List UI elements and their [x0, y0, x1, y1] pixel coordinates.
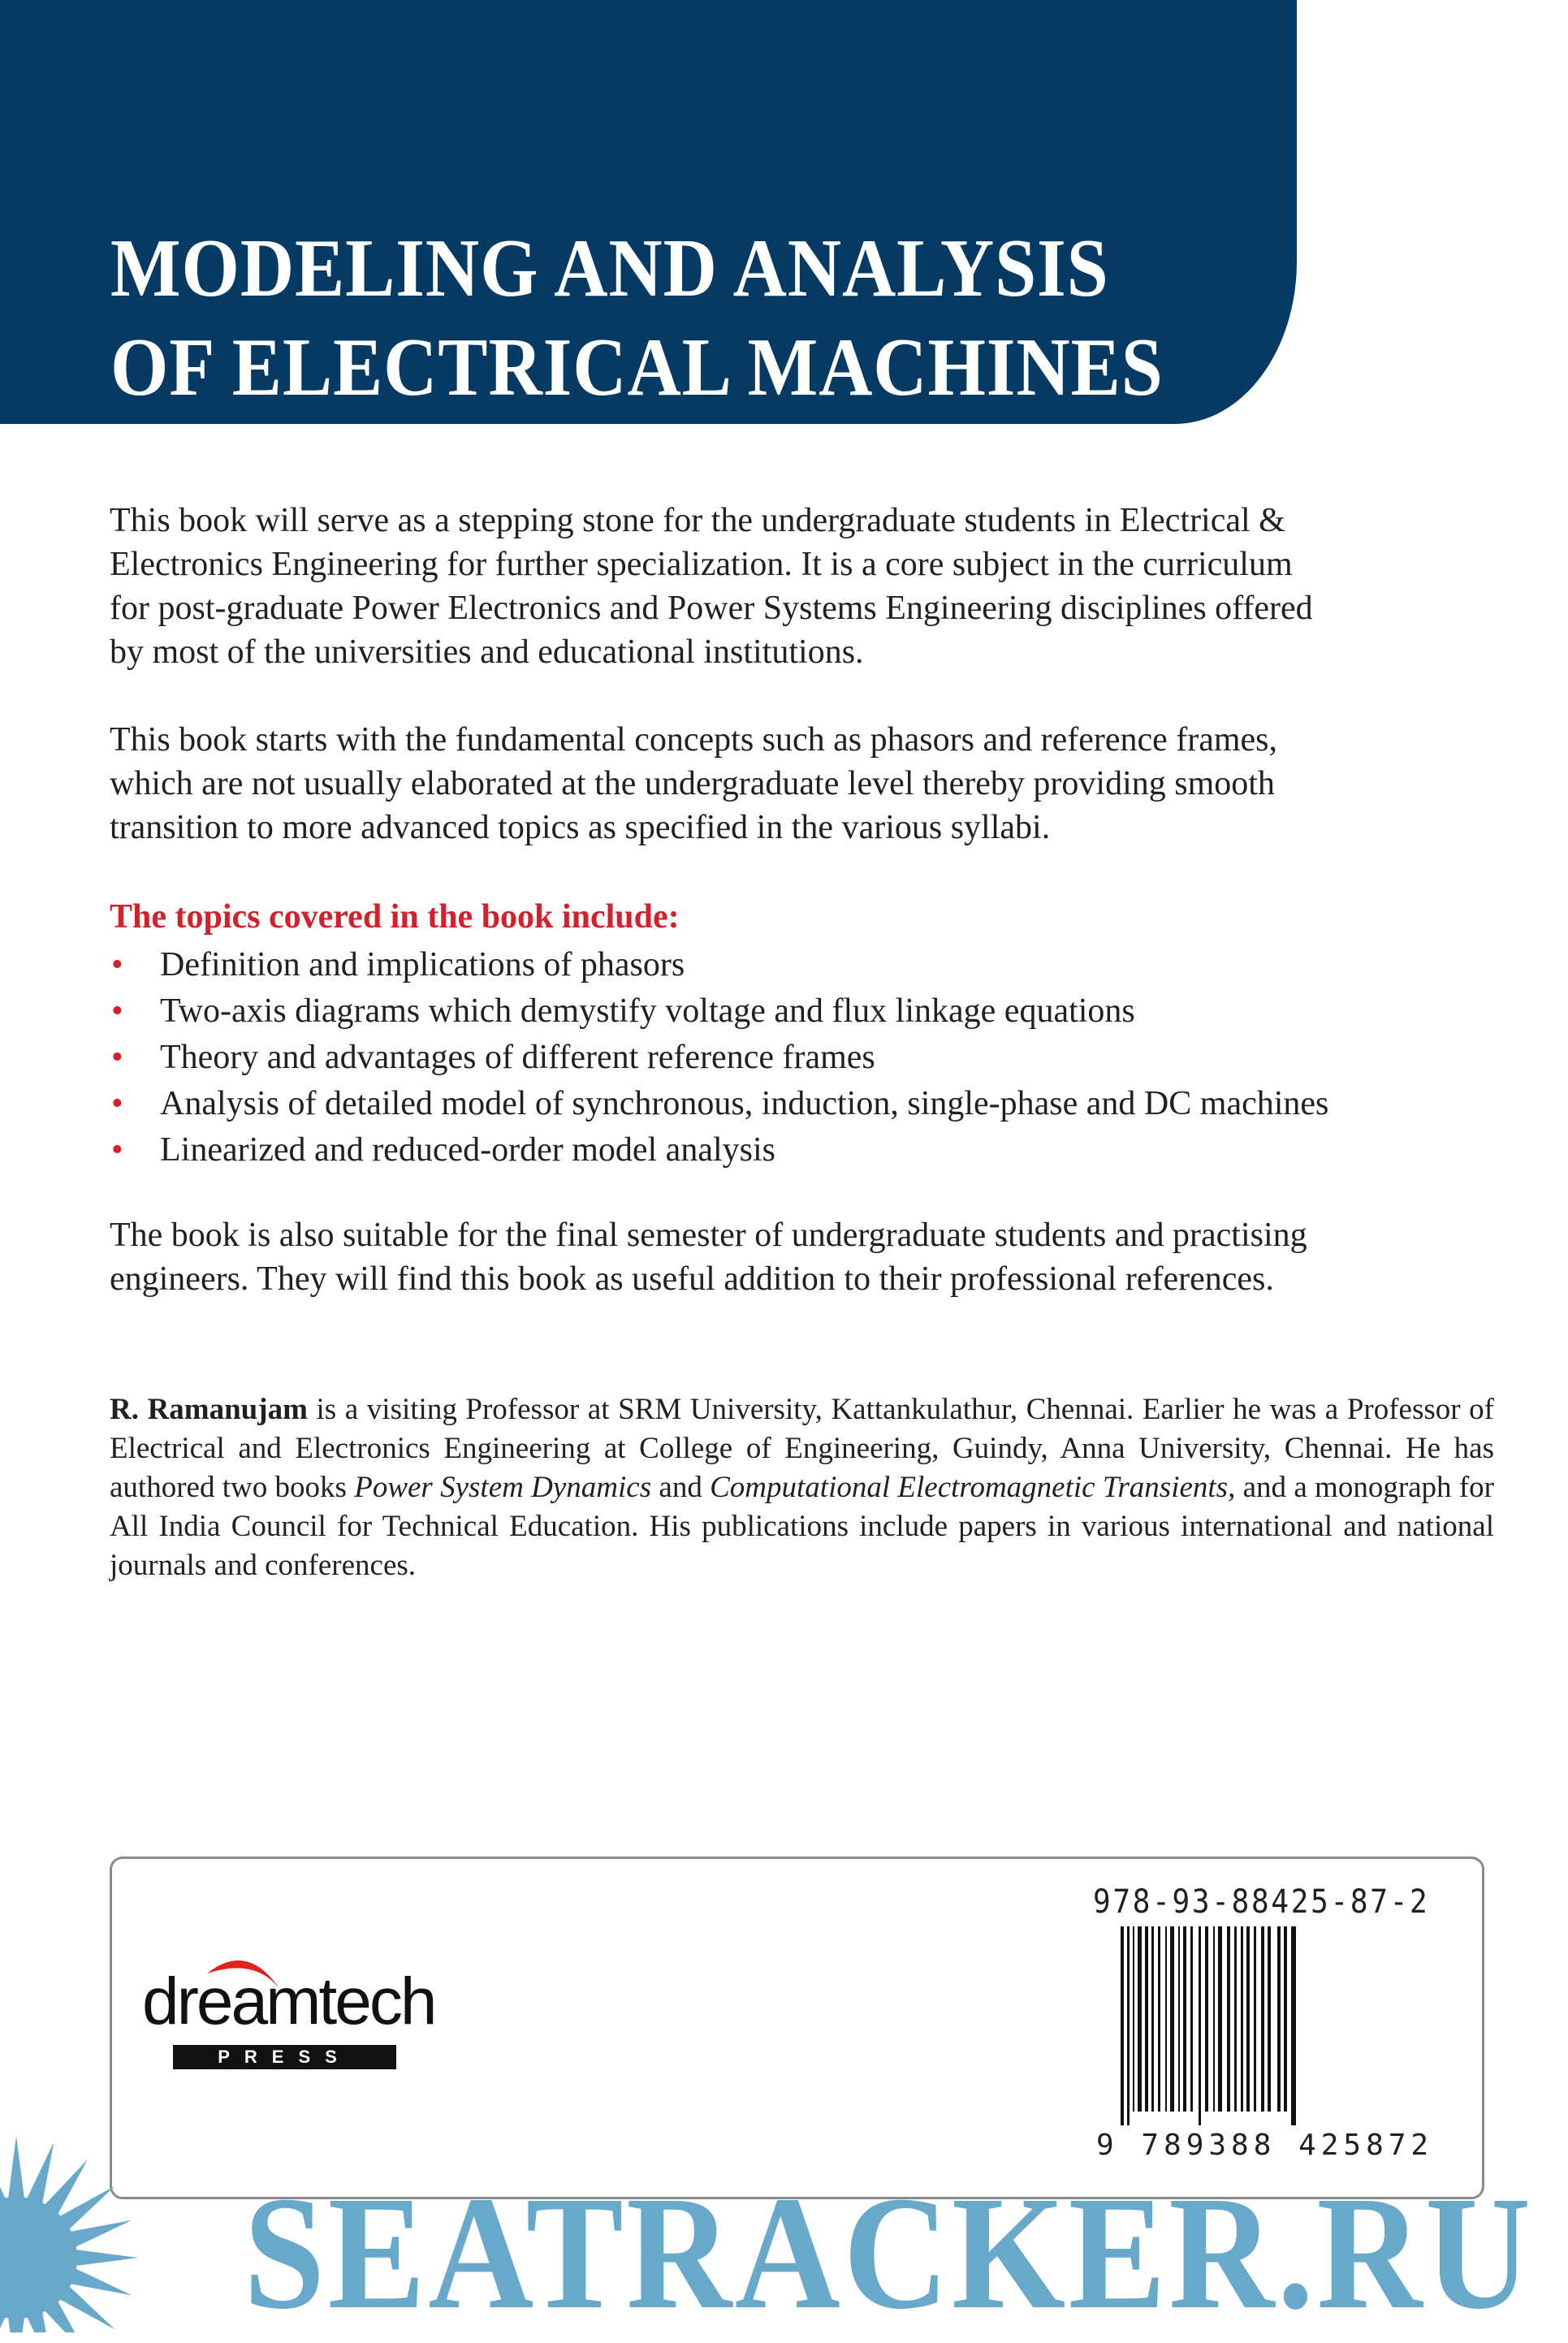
- bio-text: is a visiting Professor at SRM University, Kattankulathur, Chennai. Earlier he was a Professor of Electrical and Electronics Engineering at College of Engineering, Guindy, Anna University, Chennai. He has authored two books: [110, 1393, 1494, 1504]
- barcode-bar: [1133, 1926, 1134, 2112]
- barcode-bar: [1178, 1926, 1180, 2112]
- sun-ray: [72, 2250, 138, 2267]
- author-bio: [110, 1390, 1494, 1585]
- barcode-bar: [1205, 1926, 1208, 2112]
- intro-paragraph: [110, 499, 1494, 674]
- title-line-1: MODELING AND ANALYSIS: [110, 223, 1109, 314]
- barcode-bar: [1190, 1926, 1193, 2112]
- bullet-icon: •: [111, 992, 123, 1030]
- bullet-icon: •: [111, 1039, 123, 1076]
- barcode-bar: [1261, 1926, 1264, 2112]
- suitability-paragraph: [110, 1213, 1494, 1301]
- bullet-icon: •: [111, 946, 123, 983]
- text-line: transition to more advanced topics as specified in the various syllabi.: [110, 809, 1051, 846]
- topics-heading: The topics covered in the book include:: [110, 898, 680, 936]
- list-item: [110, 942, 1328, 988]
- barcode-bar: [1213, 1926, 1215, 2112]
- list-item: [110, 1081, 1328, 1127]
- barcode-bar: [1183, 1926, 1186, 2112]
- watermark-text: SEATRACKER.RU: [244, 2164, 1534, 2343]
- barcode-bar: [1218, 1926, 1222, 2112]
- barcode-bar: [1158, 1926, 1160, 2112]
- topic-text: Theory and advantages of different reference frames: [160, 1039, 875, 1076]
- isbn-text: 978-93-88425-87-2: [1093, 1883, 1430, 1921]
- book-title-1: Power System Dynamics: [354, 1471, 652, 1504]
- list-item: [110, 1035, 1328, 1081]
- barcode-bar: [1145, 1926, 1148, 2112]
- barcode-bar: [1246, 1926, 1250, 2112]
- title-line-2: OF ELECTRICAL MACHINES: [110, 322, 1164, 413]
- author-name: R. Ramanujam: [110, 1393, 308, 1426]
- barcode-bar: [1151, 1926, 1154, 2112]
- text-line: Electronics Engineering for further specialization. It is a core subject in the curriculum: [110, 546, 1293, 583]
- bio-text: and a monograph for All India Council for Technical Education. His publications include papers in various international and national journals and conferences.: [110, 1471, 1494, 1582]
- sun-ray: [0, 2142, 7, 2207]
- book-title-2: Computational Electromagnetic Transients,: [710, 1471, 1236, 1504]
- barcode: [1121, 1926, 1413, 2125]
- barcode-bar: [1199, 1926, 1201, 2125]
- list-item: [110, 1127, 1328, 1174]
- barcode-bar: [1170, 1926, 1174, 2112]
- sun-ray: [67, 2267, 132, 2295]
- text-line: This book starts with the fundamental concepts such as phasors and reference frames,: [110, 721, 1278, 759]
- barcode-bar: [1254, 1926, 1256, 2112]
- bio-text: and: [651, 1471, 711, 1504]
- book-title: [110, 219, 1164, 417]
- barcode-bar: [1165, 1926, 1167, 2112]
- barcode-bar: [1277, 1926, 1281, 2112]
- sun-ray: [67, 2220, 132, 2249]
- bullet-icon: •: [111, 1131, 123, 1169]
- logo-wordmark: dreamtech: [142, 1965, 435, 2038]
- topic-text: Two-axis diagrams which demystify voltage and flux linkage equations: [160, 992, 1135, 1030]
- text-line: by most of the universities and educational institutions.: [110, 633, 864, 671]
- barcode-bar: [1291, 1926, 1296, 2125]
- text-line: The book is also suitable for the final semester of undergraduate students and practising: [110, 1217, 1307, 1254]
- text-line: This book will serve as a stepping stone for the undergraduate students in Electrical &: [110, 502, 1285, 539]
- topic-text: Linearized and reduced-order model analysis: [160, 1131, 775, 1169]
- barcode-bar: [1241, 1926, 1243, 2112]
- bullet-icon: •: [111, 1085, 123, 1122]
- topic-text: Definition and implications of phasors: [160, 946, 685, 983]
- barcode-bar: [1138, 1926, 1142, 2112]
- topic-text: Analysis of detailed model of synchronous, induction, single-phase and DC machines: [160, 1085, 1329, 1122]
- sun-ray: [8, 2136, 25, 2202]
- text-line: which are not usually elaborated at the undergraduate level thereby providing smooth: [110, 765, 1275, 802]
- text-line: engineers. They will find this book as useful addition to their professional references.: [110, 1260, 1274, 1298]
- barcode-digits: 9 789388 425872: [1096, 2129, 1434, 2162]
- concepts-paragraph: [110, 718, 1494, 849]
- text-line: for post-graduate Power Electronics and Power Systems Engineering disciplines offered: [110, 590, 1313, 627]
- barcode-bar: [1227, 1926, 1230, 2112]
- barcode-bar: [1234, 1926, 1237, 2112]
- sun-ray: [25, 2142, 54, 2207]
- barcode-bar: [1127, 1926, 1130, 2125]
- logo-press-label: PRESS: [173, 2045, 396, 2069]
- topics-list: [110, 942, 1328, 1174]
- list-item: [110, 988, 1328, 1035]
- barcode-bar: [1268, 1926, 1271, 2112]
- publisher-logo: [142, 1949, 483, 2075]
- barcode-bar: [1121, 1926, 1124, 2125]
- barcode-bar: [1284, 1926, 1287, 2112]
